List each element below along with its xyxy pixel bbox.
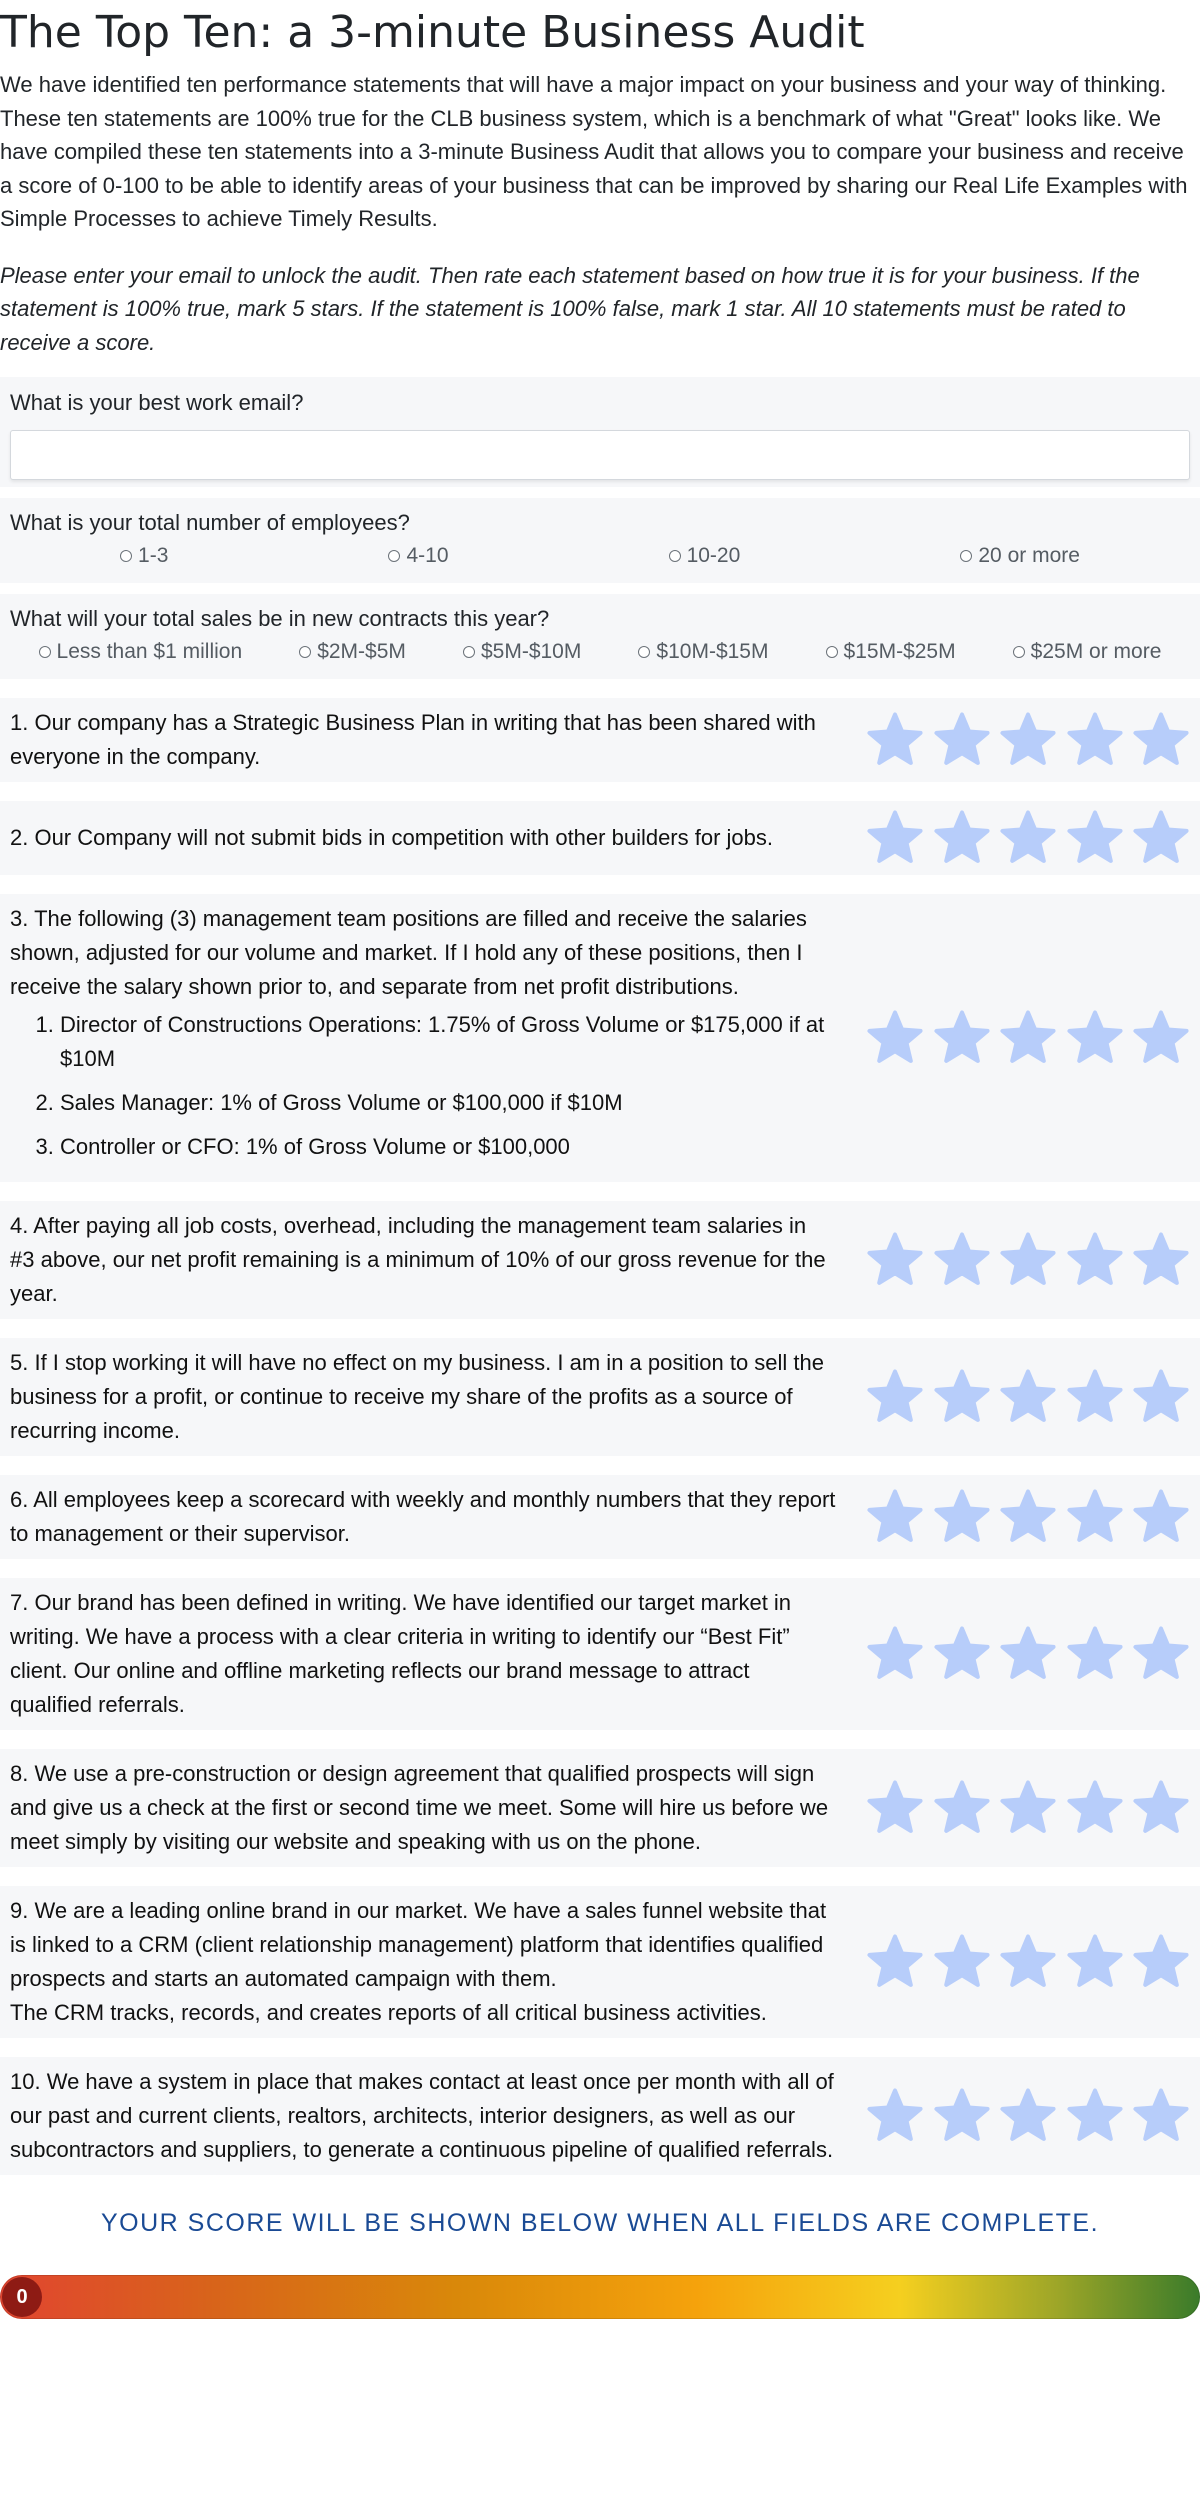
radio-circle-icon[interactable] <box>826 646 838 658</box>
star-icon[interactable] <box>933 1009 991 1067</box>
star-icon[interactable] <box>1132 1231 1190 1289</box>
star-icon[interactable] <box>933 1779 991 1837</box>
statement-text <box>10 1757 836 1859</box>
employees-label: What is your total number of employees? <box>10 510 410 535</box>
star-icon[interactable] <box>1132 1368 1190 1426</box>
star-icon[interactable] <box>866 1488 924 1546</box>
star-icon[interactable] <box>1066 1625 1124 1683</box>
employees-option-label: 10-20 <box>686 544 741 567</box>
employees-option-label: 20 or more <box>978 544 1080 567</box>
star-icon[interactable] <box>1066 1779 1124 1837</box>
star-icon[interactable] <box>1066 711 1124 769</box>
statement-text <box>10 2065 836 2167</box>
score-value-badge: 0 <box>2 2277 42 2317</box>
score-message: YOUR SCORE WILL BE SHOWN BELOW WHEN ALL FIELDS ARE COMPLETE. <box>100 2209 1100 2237</box>
employees-option-label: 4-10 <box>406 544 449 567</box>
statement-label: 9. We are a leading online brand in our market. We have a sales funnel website that is linked to a CRM (client relationship management) platform that identifies qualified prospects and starts an automated campaign with them. <box>10 1898 827 1991</box>
statement-label: 8. We use a pre-construction or design agreement that qualified prospects will sign and give us a check at the first or second time we meet. Some will hire us before we meet simply by visiting our website and speaking with us on the phone. <box>10 1761 829 1854</box>
star-icon[interactable] <box>866 1009 924 1067</box>
statement-label: 1. Our company has a Strategic Business Plan in writing that has been shared with everyone in the company. <box>10 710 816 769</box>
employees-question <box>0 498 1200 583</box>
statement-row <box>0 698 1200 782</box>
star-icon[interactable] <box>933 1933 991 1991</box>
star-icon[interactable] <box>999 1368 1057 1426</box>
sales-option-label: $5M-$10M <box>480 640 582 663</box>
statement-row <box>0 1201 1200 1319</box>
email-question <box>0 377 1200 487</box>
star-icon[interactable] <box>999 1231 1057 1289</box>
star-icon[interactable] <box>999 1625 1057 1683</box>
statement-row <box>0 1578 1200 1730</box>
radio-circle-icon[interactable] <box>463 646 475 658</box>
star-icon[interactable] <box>1066 1488 1124 1546</box>
star-icon[interactable] <box>1066 1231 1124 1289</box>
star-icon[interactable] <box>999 809 1057 867</box>
statement-label: 6. All employees keep a scorecard with weekly and monthly numbers that they report to management or their supervisor. <box>10 1487 836 1546</box>
statement-sublist-item: 2. Sales Manager: 1% of Gross Volume or $100,000 if $10M <box>60 1086 836 1120</box>
score-bar <box>0 2275 1200 2319</box>
sales-option[interactable] <box>826 640 956 664</box>
star-icon[interactable] <box>866 711 924 769</box>
star-rating <box>866 1779 1190 1837</box>
star-icon[interactable] <box>999 1009 1057 1067</box>
statement-row <box>0 1749 1200 1867</box>
star-icon[interactable] <box>999 1779 1057 1837</box>
statement-row <box>0 894 1200 1182</box>
statement-sublist <box>10 1008 836 1164</box>
star-rating <box>866 711 1190 769</box>
star-rating <box>866 1231 1190 1289</box>
instructions-paragraph: Please enter your email to unlock the audit. Then rate each statement based on how true it is for your business. If the statement is 100% true, mark 5 stars. If the statement is 100% false, mark 1 star. All 10 statements must be rated to receive a score. <box>0 262 1140 355</box>
star-icon[interactable] <box>999 1488 1057 1546</box>
sales-option-label: $15M-$25M <box>843 640 956 663</box>
statement-text <box>10 1209 836 1311</box>
employees-option[interactable] <box>388 544 448 568</box>
star-icon[interactable] <box>999 1933 1057 1991</box>
star-icon[interactable] <box>933 1368 991 1426</box>
statement-text <box>10 821 836 855</box>
star-rating <box>866 1625 1190 1683</box>
employees-option[interactable] <box>960 544 1080 568</box>
star-icon[interactable] <box>933 809 991 867</box>
sales-option[interactable] <box>463 640 581 664</box>
statements-list <box>0 698 1200 2175</box>
star-icon[interactable] <box>1132 1933 1190 1991</box>
statement-text <box>10 1483 836 1551</box>
sales-option-label: Less than $1 million <box>56 640 243 663</box>
page-title: The Top Ten: a 3-minute Business Audit <box>0 7 865 58</box>
statement-row <box>0 1475 1200 1559</box>
employees-option[interactable] <box>120 544 168 568</box>
statement-text <box>10 902 836 1174</box>
star-icon[interactable] <box>866 1933 924 1991</box>
sales-options <box>10 640 1190 664</box>
radio-circle-icon[interactable] <box>39 646 51 658</box>
statement-row <box>0 801 1200 875</box>
star-icon[interactable] <box>1132 2087 1190 2145</box>
star-icon[interactable] <box>1066 809 1124 867</box>
star-icon[interactable] <box>866 1779 924 1837</box>
statement-text <box>10 1894 836 2030</box>
star-icon[interactable] <box>866 809 924 867</box>
employees-option[interactable] <box>669 544 741 568</box>
star-icon[interactable] <box>1066 2087 1124 2145</box>
star-icon[interactable] <box>1132 1488 1190 1546</box>
star-rating <box>866 1488 1190 1546</box>
radio-circle-icon[interactable] <box>960 550 972 562</box>
employees-options <box>10 544 1190 568</box>
sales-option[interactable] <box>1013 640 1162 664</box>
intro-paragraph: We have identified ten performance statements that will have a major impact on your business and your way of thinking. These ten statements are 100% true for the CLB business system, which is a benchmark of what "Great" looks like. We have compiled these ten statements into a 3-minute Business Audit that allows you to compare your business and receive a score of 0-100 to be able to identify areas of your business that can be improved by sharing our Real Life Examples with Simple Processes to achieve Timely Results. <box>0 72 1188 231</box>
star-icon[interactable] <box>1066 1009 1124 1067</box>
radio-circle-icon[interactable] <box>299 646 311 658</box>
radio-circle-icon[interactable] <box>669 550 681 562</box>
sales-option[interactable] <box>299 640 406 664</box>
statement-text <box>10 1586 836 1722</box>
radio-circle-icon[interactable] <box>388 550 400 562</box>
sales-option-label: $10M-$15M <box>656 640 769 663</box>
statement-row <box>0 2057 1200 2175</box>
radio-circle-icon[interactable] <box>1013 646 1025 658</box>
statement-label: 2. Our Company will not submit bids in competition with other builders for jobs. <box>10 825 774 850</box>
sales-option[interactable] <box>638 640 768 664</box>
star-rating <box>866 1009 1190 1067</box>
statement-label: 3. The following (3) management team positions are filled and receive the salaries shown, adjusted for our volume and market. If I hold any of these positions, then I receive the salary shown prior to, and separate from net profit distributions. <box>10 906 807 999</box>
star-rating <box>866 1933 1190 1991</box>
star-icon[interactable] <box>933 1488 991 1546</box>
star-rating <box>866 2087 1190 2145</box>
star-icon[interactable] <box>999 711 1057 769</box>
star-icon[interactable] <box>933 2087 991 2145</box>
star-icon[interactable] <box>933 1625 991 1683</box>
star-rating <box>866 1368 1190 1426</box>
sales-option-label: $2M-$5M <box>317 640 406 663</box>
statement-text <box>10 1346 836 1448</box>
star-rating <box>866 809 1190 867</box>
employees-option-label: 1-3 <box>138 544 169 567</box>
statement-text <box>10 706 836 774</box>
sales-option[interactable] <box>39 640 243 664</box>
star-icon[interactable] <box>933 711 991 769</box>
radio-circle-icon[interactable] <box>120 550 132 562</box>
email-label: What is your best work email? <box>10 390 304 415</box>
statement-row <box>0 1886 1200 2038</box>
star-icon[interactable] <box>1132 809 1190 867</box>
star-icon[interactable] <box>1132 1625 1190 1683</box>
email-input[interactable] <box>10 430 1190 480</box>
radio-circle-icon[interactable] <box>638 646 650 658</box>
statement-label: 7. Our brand has been defined in writing. We have identified our target market in writing. We have a process with a clear criteria in writing to identify our “Best Fit” client. Our online and offline marketing reflects our brand message to attract qualified referrals. <box>10 1590 792 1717</box>
star-icon[interactable] <box>866 1625 924 1683</box>
star-icon[interactable] <box>866 1368 924 1426</box>
sales-question <box>0 594 1200 679</box>
star-icon[interactable] <box>933 1231 991 1289</box>
statement-label: 10. We have a system in place that makes contact at least once per month with all of our past and current clients, realtors, architects, interior designers, as well as our subcontractors and suppliers, to generate a continuous pipeline of qualified referrals. <box>10 2069 834 2162</box>
statement-sublist-item: 3. Controller or CFO: 1% of Gross Volume or $100,000 <box>60 1130 836 1164</box>
star-icon[interactable] <box>1132 711 1190 769</box>
sales-option-label: $25M or more <box>1030 640 1162 663</box>
sales-label: What will your total sales be in new contracts this year? <box>10 606 550 631</box>
statement-row <box>0 1338 1200 1456</box>
statement-label: 4. After paying all job costs, overhead, including the management team salaries in #3 above, our net profit remaining is a minimum of 10% of our gross revenue for the year. <box>10 1213 826 1306</box>
star-icon[interactable] <box>1132 1009 1190 1067</box>
star-icon[interactable] <box>1066 1933 1124 1991</box>
star-icon[interactable] <box>1132 1779 1190 1837</box>
star-icon[interactable] <box>999 2087 1057 2145</box>
statement-label-extra: The CRM tracks, records, and creates reports of all critical business activities. <box>10 2000 767 2025</box>
star-icon[interactable] <box>1066 1368 1124 1426</box>
star-icon[interactable] <box>866 2087 924 2145</box>
statement-label: 5. If I stop working it will have no effect on my business. I am in a position to sell the business for a profit, or continue to receive my share of the profits as a source of recurring income. <box>10 1350 824 1443</box>
star-icon[interactable] <box>866 1231 924 1289</box>
statement-sublist-item: 1. Director of Constructions Operations: 1.75% of Gross Volume or $175,000 if at $10M <box>60 1008 836 1076</box>
